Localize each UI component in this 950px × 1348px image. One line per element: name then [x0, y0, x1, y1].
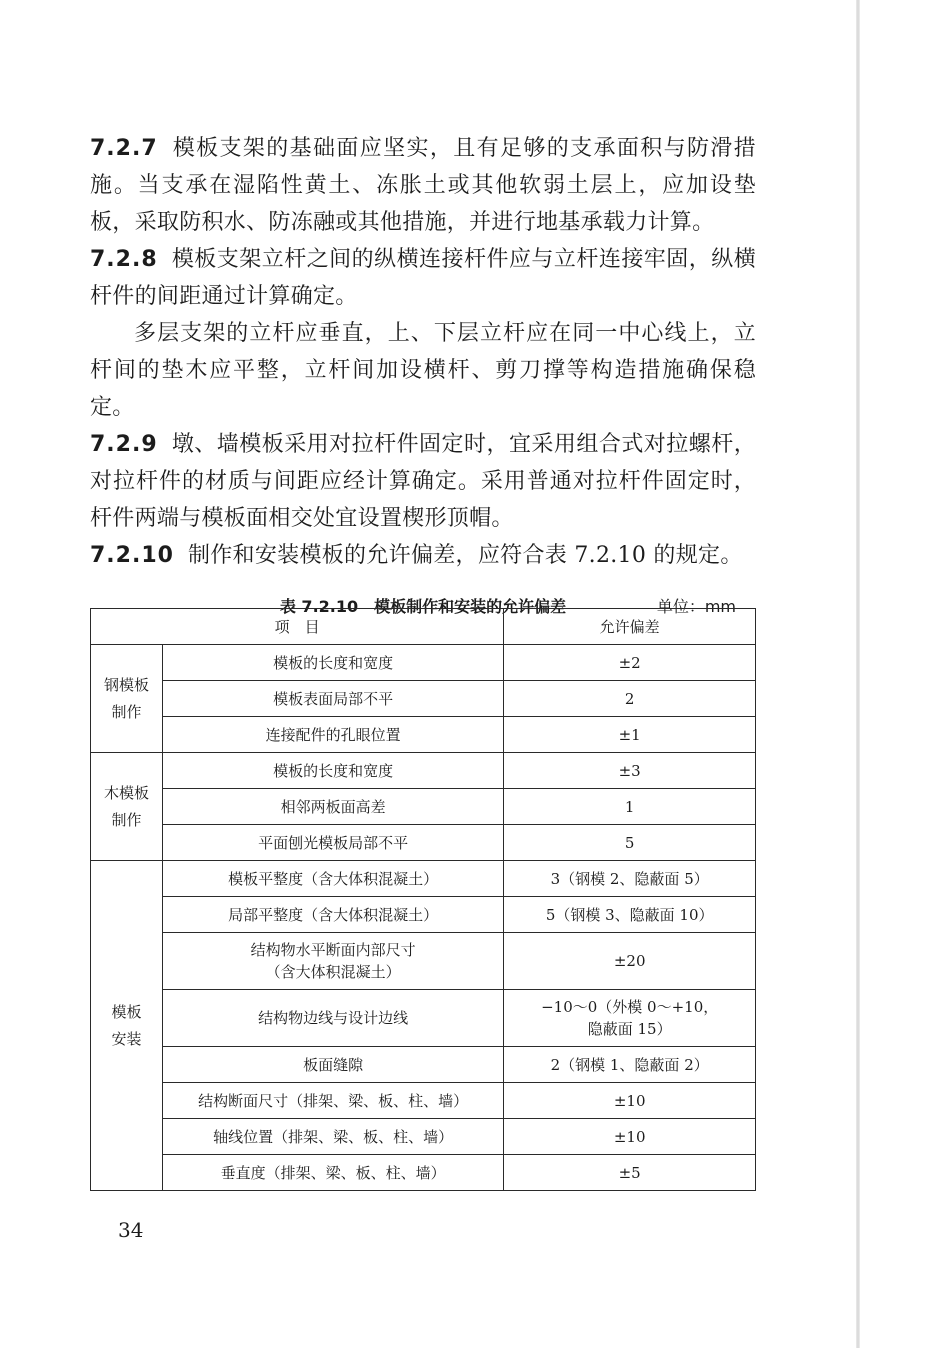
table-title: 表 7.2.10 模板制作和安装的允许偏差 [279, 597, 567, 616]
row-value: ±5 [504, 1155, 756, 1191]
row-item: 相邻两板面高差 [162, 789, 503, 825]
row-item: 板面缝隙 [162, 1047, 503, 1083]
table-unit: 单位：mm [656, 597, 736, 616]
table-row [91, 990, 756, 1047]
row-item: 局部平整度（含大体积混凝土） [162, 897, 503, 933]
clause-number: 7.2.9 [90, 432, 158, 457]
row-item: 模板的长度和宽度 [162, 753, 503, 789]
row-value: −10～0（外模 0～+10， 隐蔽面 15） [504, 990, 756, 1047]
table-row [91, 645, 756, 681]
table-row [91, 789, 756, 825]
page-number: 34 [118, 1218, 144, 1242]
table-row [91, 1083, 756, 1119]
row-value: ±1 [504, 717, 756, 753]
table-row [91, 1155, 756, 1191]
row-item: 模板的长度和宽度 [162, 645, 503, 681]
row-value: 2（钢模 1、隐蔽面 2） [504, 1047, 756, 1083]
clause-number: 7.2.7 [90, 136, 158, 161]
table-row [91, 1047, 756, 1083]
group-timber-formwork-fabrication: 木模板 制作 [91, 753, 163, 861]
clause-number: 7.2.8 [90, 247, 158, 272]
clause-7-2-7 [90, 130, 756, 241]
page-edge-shadow [856, 0, 860, 1348]
clause-7-2-8-paragraph-2 [90, 315, 756, 426]
header-tolerance: 允许偏差 [504, 609, 756, 645]
table-row [91, 825, 756, 861]
row-value: 3（钢模 2、隐蔽面 5） [504, 861, 756, 897]
row-value: ±2 [504, 645, 756, 681]
table-row [91, 753, 756, 789]
table-row [91, 717, 756, 753]
row-item: 结构断面尺寸（排架、梁、板、柱、墙） [162, 1083, 503, 1119]
row-value: 1 [504, 789, 756, 825]
row-value: 2 [504, 681, 756, 717]
row-value: ±3 [504, 753, 756, 789]
group-formwork-installation: 模板 安装 [91, 861, 163, 1191]
row-value: ±20 [504, 933, 756, 990]
table-row [91, 681, 756, 717]
row-item: 连接配件的孔眼位置 [162, 717, 503, 753]
clause-text: 模板支架的基础面应坚实，且有足够的支承面积与防滑措施。当支承在湿陷性黄土、冻胀土或其他软弱土层上，应加设垫板，采取防积水、防冻融或其他措施，并进行地基承载力计算。 [90, 136, 756, 235]
row-value: ±10 [504, 1119, 756, 1155]
clause-text: 多层支架的立杆应垂直，上、下层立杆应在同一中心线上，立杆间的垫木应平整，立杆间加设横杆、剪刀撑等构造措施确保稳定。 [90, 321, 756, 420]
clause-number: 7.2.10 [90, 543, 174, 568]
row-value: 5（钢模 3、隐蔽面 10） [504, 897, 756, 933]
clause-text: 墩、墙模板采用对拉杆件固定时，宜采用组合式对拉螺杆，对拉杆件的材质与间距应经计算确定。采用普通对拉杆件固定时，杆件两端与模板面相交处宜设置楔形顶帽。 [90, 432, 756, 531]
clause-7-2-8 [90, 241, 756, 315]
group-steel-formwork-fabrication: 钢模板 制作 [91, 645, 163, 753]
row-item: 平面刨光模板局部不平 [162, 825, 503, 861]
row-value: ±10 [504, 1083, 756, 1119]
clause-7-2-10 [90, 537, 756, 574]
document-body [90, 130, 756, 620]
table-row [91, 1119, 756, 1155]
clause-text: 制作和安装模板的允许偏差，应符合表 7.2.10 的规定。 [187, 543, 743, 568]
row-item: 模板表面局部不平 [162, 681, 503, 717]
clause-text: 模板支架立杆之间的纵横连接杆件应与立杆连接牢固，纵横杆件的间距通过计算确定。 [90, 247, 756, 309]
tolerance-table [90, 608, 756, 1191]
header-item: 项 目 [91, 609, 504, 645]
row-item: 垂直度（排架、梁、板、柱、墙） [162, 1155, 503, 1191]
clause-7-2-9 [90, 426, 756, 537]
table-row [91, 861, 756, 897]
table-header-row [91, 609, 756, 645]
table-row [91, 897, 756, 933]
row-item: 模板平整度（含大体积混凝土） [162, 861, 503, 897]
table-row [91, 933, 756, 990]
row-value: 5 [504, 825, 756, 861]
row-item: 结构物水平断面内部尺寸 （含大体积混凝土） [162, 933, 503, 990]
row-item: 轴线位置（排架、梁、板、柱、墙） [162, 1119, 503, 1155]
row-item: 结构物边线与设计边线 [162, 990, 503, 1047]
